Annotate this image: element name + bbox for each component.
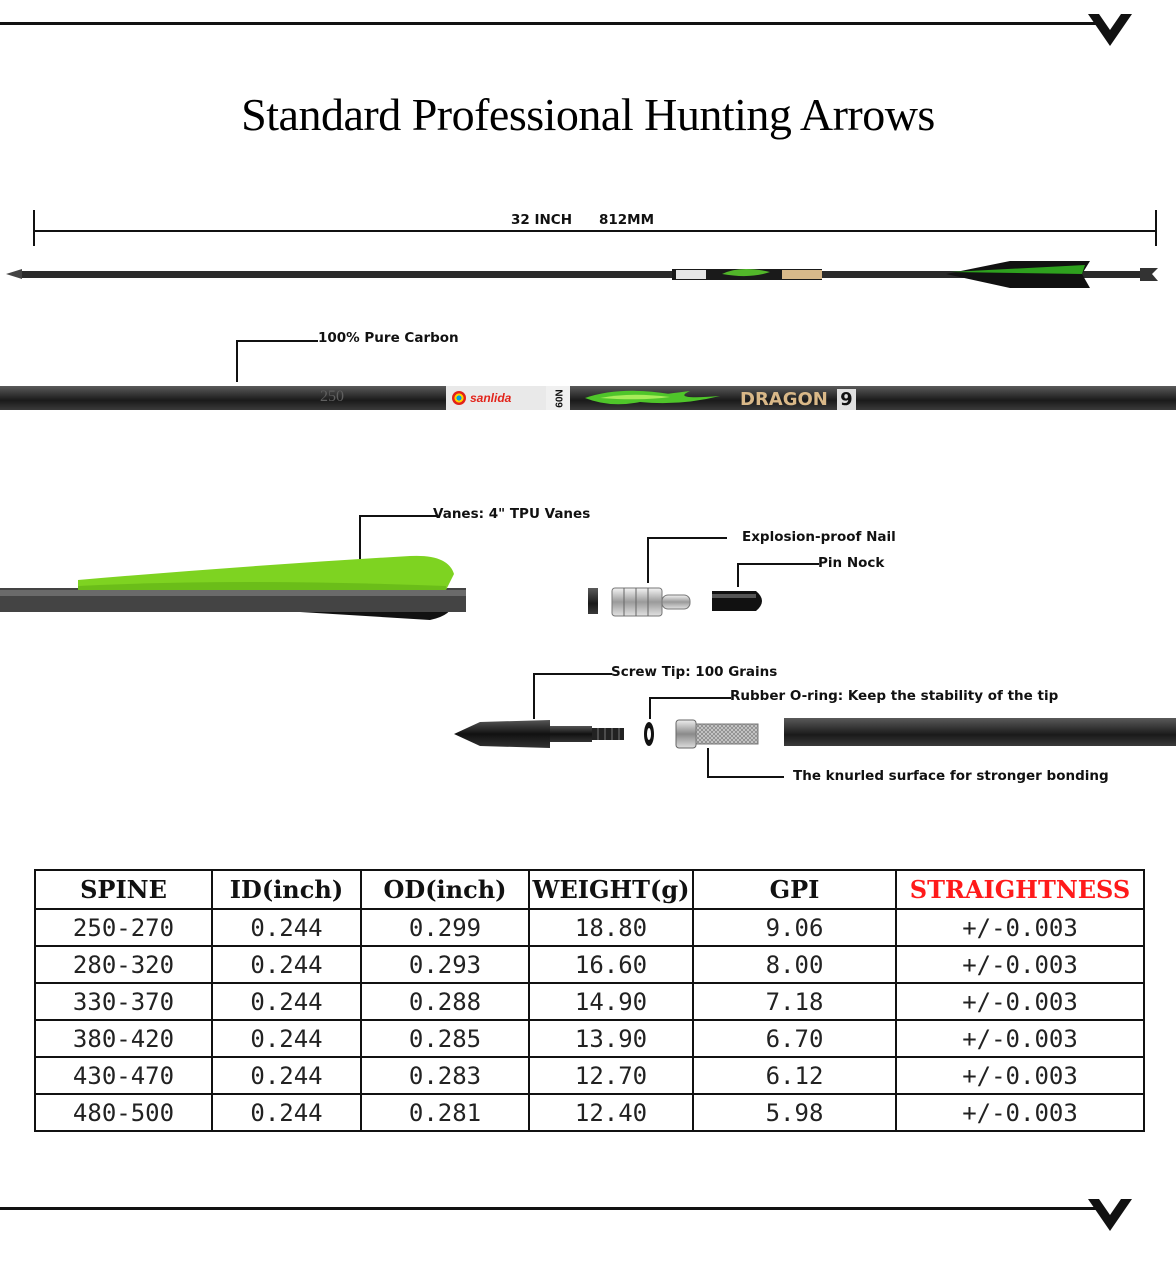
cell-straightness: +/-0.003 (896, 946, 1144, 983)
oring-callout-line (649, 697, 731, 719)
shaft-spine-print: 250 (320, 388, 344, 405)
cell-od: 0.283 (361, 1057, 529, 1094)
shaft-brand: sanlida (470, 391, 512, 405)
cell-od: 0.285 (361, 1020, 529, 1057)
cell-straightness: +/-0.003 (896, 1094, 1144, 1131)
spec-table (34, 869, 1145, 1132)
flame-graphic (580, 386, 730, 410)
shaft-model-code (546, 386, 570, 410)
cell-id: 0.244 (212, 946, 361, 983)
cell-weight: 16.60 (529, 946, 693, 983)
tip-shaft-end (784, 718, 1176, 746)
header-weight: WEIGHT(g) (529, 870, 693, 909)
length-tick-right (1155, 210, 1157, 246)
shaft-model-code-text: N09 (552, 388, 564, 408)
cell-straightness: +/-0.003 (896, 909, 1144, 946)
cell-od: 0.281 (361, 1094, 529, 1131)
explosion-proof-nail (610, 585, 700, 619)
carbon-callout-line (236, 340, 318, 382)
top-divider (0, 22, 1100, 25)
table-row (35, 983, 1144, 1020)
chevron-down-icon (1088, 1199, 1132, 1233)
table-row (35, 946, 1144, 983)
cell-straightness: +/-0.003 (896, 1057, 1144, 1094)
cell-gpi: 9.06 (693, 909, 896, 946)
length-mm: 812MM (599, 212, 655, 228)
cell-id: 0.244 (212, 1057, 361, 1094)
shaft-model (740, 389, 856, 410)
knurled-callout-line (707, 748, 784, 778)
header-spine: SPINE (35, 870, 212, 909)
cell-weight: 12.70 (529, 1057, 693, 1094)
tip-label: Screw Tip: 100 Grains (611, 664, 778, 680)
header-id: ID(inch) (212, 870, 361, 909)
brand-logo-icon (452, 391, 466, 405)
table-row (35, 1057, 1144, 1094)
pin-nock (710, 588, 770, 614)
length-tick-left (33, 210, 35, 246)
table-row (35, 1094, 1144, 1131)
cell-od: 0.288 (361, 983, 529, 1020)
cell-straightness: +/-0.003 (896, 1020, 1144, 1057)
rubber-o-ring (642, 720, 656, 748)
cell-gpi: 7.18 (693, 983, 896, 1020)
knurled-insert (674, 718, 764, 750)
cell-gpi: 6.12 (693, 1057, 896, 1094)
cell-od: 0.293 (361, 946, 529, 983)
cell-od: 0.299 (361, 909, 529, 946)
shaft-brand-label (446, 386, 546, 410)
header-straightness: STRAIGHTNESS (896, 870, 1144, 909)
nail-label: Explosion-proof Nail (742, 529, 896, 545)
carbon-label: 100% Pure Carbon (318, 330, 459, 346)
nock-label: Pin Nock (818, 555, 885, 571)
tip-callout-line (533, 673, 612, 719)
header-od: OD(inch) (361, 870, 529, 909)
cell-id: 0.244 (212, 909, 361, 946)
table-header-row (35, 870, 1144, 909)
screw-tip (450, 716, 630, 752)
cell-weight: 14.90 (529, 983, 693, 1020)
cell-weight: 18.80 (529, 909, 693, 946)
nock-shaft-end (588, 588, 598, 614)
table-row (35, 909, 1144, 946)
nail-callout-line (647, 537, 727, 583)
oring-label: Rubber O-ring: Keep the stability of the tip (730, 688, 1059, 704)
header-gpi: GPI (693, 870, 896, 909)
cell-gpi: 6.70 (693, 1020, 896, 1057)
cell-gpi: 8.00 (693, 946, 896, 983)
cell-id: 0.244 (212, 983, 361, 1020)
shaft-model-number: 9 (837, 389, 856, 410)
cell-id: 0.244 (212, 1020, 361, 1057)
cell-spine: 430-470 (35, 1057, 212, 1094)
bottom-divider (0, 1207, 1100, 1210)
chevron-down-icon (1088, 14, 1132, 48)
length-line (33, 230, 1157, 232)
nock-callout-line (737, 563, 819, 587)
knurled-label: The knurled surface for stronger bonding (793, 768, 1109, 784)
cell-spine: 380-420 (35, 1020, 212, 1057)
cell-weight: 13.90 (529, 1020, 693, 1057)
cell-spine: 280-320 (35, 946, 212, 983)
length-inch: 32 INCH (511, 212, 573, 228)
table-row (35, 1020, 1144, 1057)
cell-gpi: 5.98 (693, 1094, 896, 1131)
cell-straightness: +/-0.003 (896, 983, 1144, 1020)
cell-spine: 480-500 (35, 1094, 212, 1131)
shaft-model-text: DRAGON (740, 389, 828, 410)
vanes-label: Vanes: 4" TPU Vanes (433, 506, 591, 522)
cell-weight: 12.40 (529, 1094, 693, 1131)
full-arrow (0, 255, 1176, 295)
page-title: Standard Professional Hunting Arrows (241, 89, 935, 140)
cell-id: 0.244 (212, 1094, 361, 1131)
cell-spine: 250-270 (35, 909, 212, 946)
vane-closeup (0, 550, 470, 630)
cell-spine: 330-370 (35, 983, 212, 1020)
